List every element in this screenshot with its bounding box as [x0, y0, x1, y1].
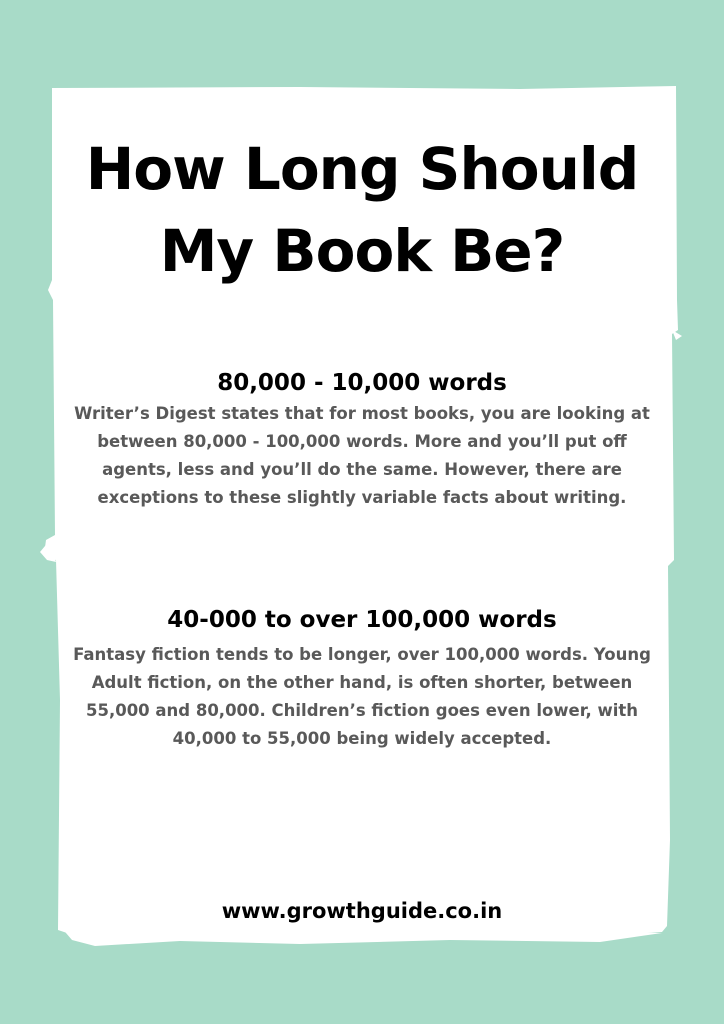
website-url: www.growthguide.co.in: [221, 899, 503, 923]
title-line-1: How Long Should: [85, 135, 639, 203]
page-title: [60, 128, 664, 292]
section-heading-1: 80,000 - 10,000 words: [217, 370, 507, 396]
brush-stroke-right: [672, 330, 682, 340]
title-line-2: My Book Be?: [159, 217, 565, 285]
section-body-1: Writer’s Digest states that for most books, you are looking at between 80,000 - 100,000 words. More and you’ll put off agents, less and you’ll do the same. However, there are exceptions to these slightly variable facts about writing.: [74, 404, 650, 507]
section-heading-2: 40-000 to over 100,000 words: [167, 607, 557, 633]
section-body-2: Fantasy fiction tends to be longer, over 100,000 words. Young Adult fiction, on the other hand, is often shorter, between 55,000 and 80,000. Children’s fiction goes even lower, with 40,000 to 55,000 being widely accepted.: [73, 645, 651, 748]
